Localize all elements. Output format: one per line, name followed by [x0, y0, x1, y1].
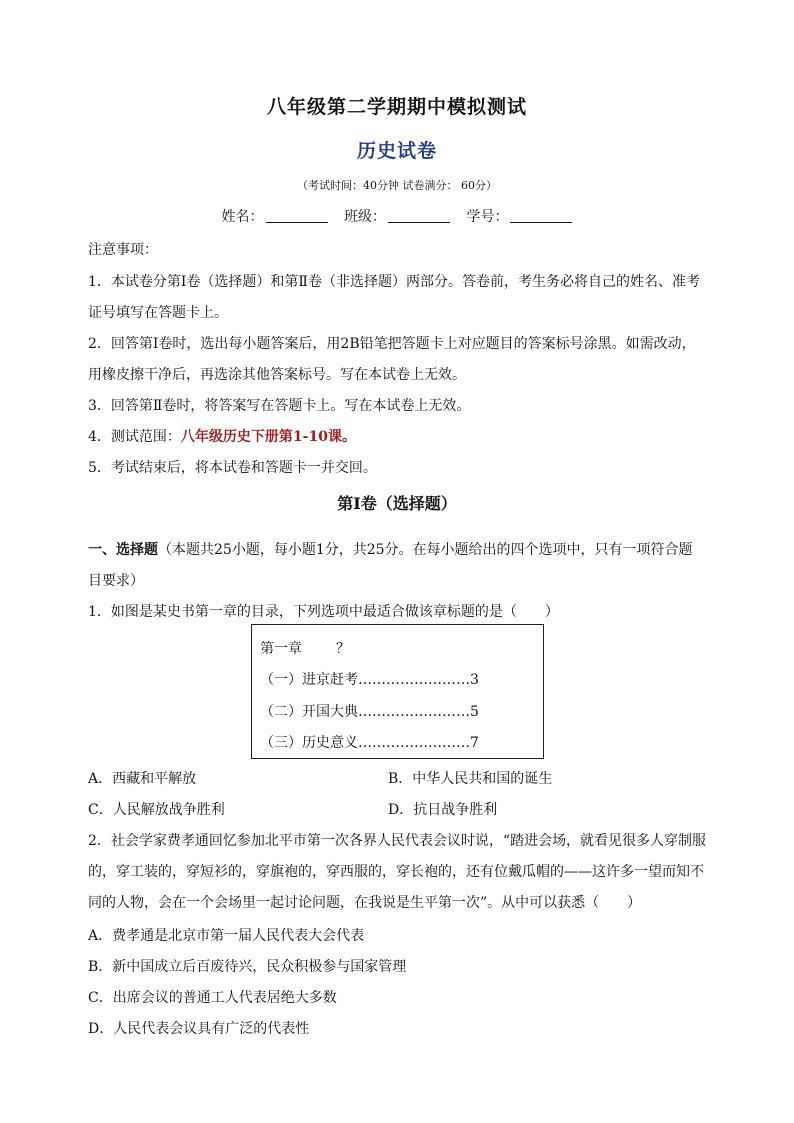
student-id-blank[interactable] — [510, 208, 572, 223]
question-1-option-c[interactable]: C．人民解放战争胜利 — [88, 802, 225, 818]
question-1-toc-box — [251, 624, 544, 759]
toc-item-2: （二）开国大典……………………5 — [260, 704, 479, 720]
question-2-option-a[interactable]: A．费孝通是北京市第一届人民代表大会代表 — [88, 928, 365, 944]
student-info-fields — [0, 206, 794, 226]
question-1-option-b[interactable]: B．中华人民共和国的诞生 — [388, 771, 553, 787]
question-2-line-2: 的，穿工装的，穿短衫的，穿旗袍的，穿西服的，穿长袍的，还有位戴瓜帽的——这许多一望而知不 — [88, 864, 704, 880]
toc-item-3: （三）历史意义……………………7 — [260, 735, 479, 751]
question-2-option-c[interactable]: C．出席会议的普通工人代表居绝大多数 — [88, 990, 337, 1006]
section-intro-line-2: 目要求） — [88, 573, 144, 589]
section-title: 第Ⅰ卷（选择题） — [337, 494, 457, 513]
question-2-line-3: 同的人物，会在一个会场里一起讨论问题，在我说是生平第一次”。从中可以获悉（ ） — [88, 895, 642, 911]
note-2-line-1: 2．回答第Ⅰ卷时，选出每小题答案后，用2B铅笔把答题卡上对应题目的答案标号涂黑。如需改动， — [88, 336, 696, 352]
section-intro-line-1 — [88, 539, 693, 559]
note-1-line-1: 1．本试卷分第Ⅰ卷（选择题）和第Ⅱ卷（非选择题）两部分。答卷前，考生务必将自己的姓名、准考 — [88, 274, 700, 290]
note-4-scope: 八年级历史下册第1-10课。 — [180, 429, 356, 445]
exam-subject-title: 历史试卷 — [356, 140, 437, 162]
question-1-option-a[interactable]: A．西藏和平解放 — [88, 771, 197, 787]
class-label: 班级： — [344, 209, 386, 225]
note-5: 5．考试结束后，将本试卷和答题卡一并交回。 — [88, 460, 377, 476]
question-2-option-b[interactable]: B．新中国成立后百废待兴，民众积极参与国家管理 — [88, 959, 407, 975]
question-1-stem: 1．如图是某史书第一章的目录，下列选项中最适合做该章标题的是（ ） — [88, 604, 559, 620]
exam-time-info: （考试时间：40分钟 试卷满分： 60分） — [297, 179, 497, 192]
section-intro-text: （本题共25小题，每小题1分，共25分。在每小题给出的四个选项中，只有一项符合题 — [158, 542, 693, 558]
note-2-line-2: 用橡皮擦干净后，再选涂其他答案标号。写在本试卷上无效。 — [88, 367, 466, 383]
note-4 — [88, 426, 356, 446]
question-2-line-1: 2．社会学家费孝通回忆参加北平市第一次各界人民代表会议时说，“踏进会场，就看见很多人穿制服 — [88, 833, 707, 849]
note-1-line-2: 证号填写在答题卡上。 — [88, 305, 228, 321]
notes-heading: 注意事项： — [88, 242, 158, 258]
toc-chapter-line — [260, 638, 350, 658]
class-blank[interactable] — [388, 208, 450, 223]
section-intro-label: 一、选择题 — [88, 542, 158, 558]
exam-title: 八年级第二学期期中模拟测试 — [266, 96, 527, 118]
note-4-prefix: 4．测试范围： — [88, 429, 181, 445]
name-label: 姓名： — [221, 209, 264, 225]
note-3: 3．回答第Ⅱ卷时，将答案写在答题卡上。写在本试卷上无效。 — [88, 398, 471, 414]
question-1-option-d[interactable]: D．抗日战争胜利 — [388, 802, 498, 818]
name-blank[interactable] — [266, 208, 328, 223]
toc-question-mark: ？ — [336, 641, 350, 657]
question-2-option-d[interactable]: D．人民代表会议具有广泛的代表性 — [88, 1021, 310, 1037]
student-id-label: 学号： — [466, 209, 509, 225]
toc-chapter: 第一章 — [260, 641, 302, 657]
toc-item-1: （一）进京赶考……………………3 — [260, 672, 479, 688]
